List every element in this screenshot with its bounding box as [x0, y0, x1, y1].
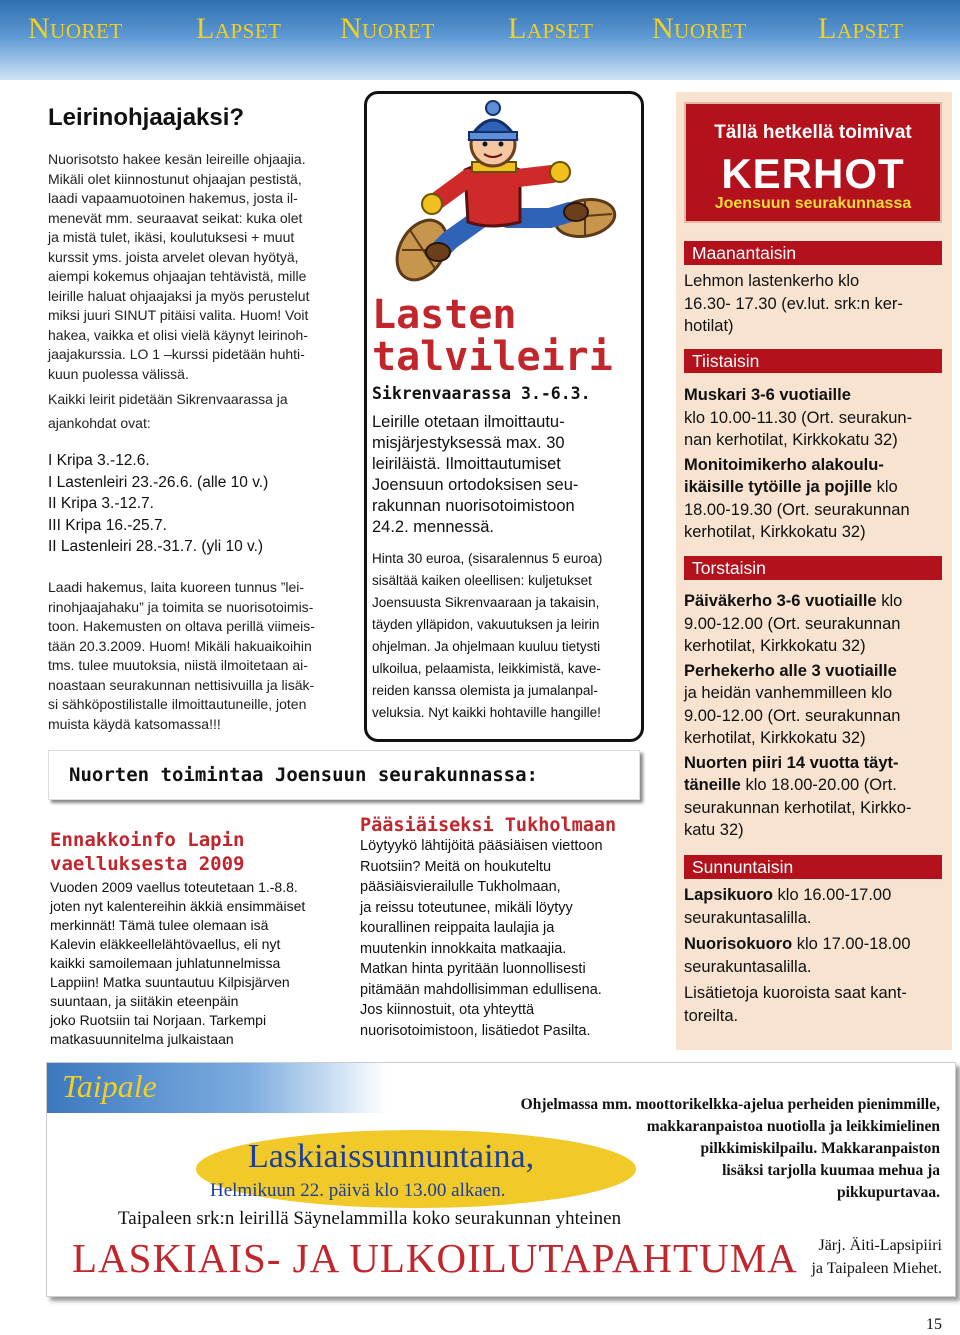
- body-line: ja mistä tulet, ikäsi, koulutuksesi + muut: [48, 229, 295, 245]
- clubs-header-subtitle: Joensuun seurakunnassa: [714, 195, 912, 212]
- body-line: kerhotilat, Kirkkokatu 32): [684, 637, 866, 655]
- club-name: täneille: [684, 776, 741, 794]
- body-line: Hinta 30 euroa, (sisaralennus 5 euroa): [372, 551, 603, 566]
- body-line: kuun puolessa välissä.: [48, 365, 189, 382]
- body-line: seurakunnan kerhotilat, Kirkko-: [684, 798, 912, 817]
- body-line: kaikki samoilemaan juhlatunnelmissa: [50, 955, 281, 971]
- club-name: Muskari 3-6 vuotiaille: [684, 386, 851, 404]
- header-word: Nuoret: [28, 12, 123, 45]
- body-line: tään 20.3.2009. Huom! Mikäli hakuaikoihin: [48, 637, 312, 654]
- body-line: nuorisotoimistoon, lisätiedot Pasilta.: [360, 1022, 591, 1039]
- body-line: reiden kanssa olemista ja jumalanpal-: [372, 683, 598, 698]
- body-line: Ruotsiin? Meitä on houkuteltu: [360, 858, 552, 875]
- body-line: Matkan hinta pyritään luonnollisesti: [360, 961, 586, 977]
- body-text: klo 16.00-17.00: [777, 886, 892, 904]
- body-line: Lisätietoja kuoroista saat kant-: [684, 984, 907, 1002]
- camp-list-item: III Kripa 16.-25.7.: [48, 516, 167, 534]
- camp-list-item: II Kripa 3.-12.7.: [48, 495, 154, 512]
- body-line: laadi vapaamuotoinen hakemus, josta il-: [48, 190, 298, 206]
- body-line: pilkkimiskilpailu. Makkaranpaiston: [700, 1140, 940, 1157]
- winter-camp-title: [372, 294, 613, 378]
- clubs-header-title: KERHOT: [721, 150, 905, 197]
- body-line: leiriläistä. Ilmoittautumiset: [372, 455, 561, 473]
- body-line: Jos kiinnostuit, ota yhteyttä: [360, 1002, 535, 1018]
- body-line: pitämään mahdollisimman edullisena.: [360, 981, 602, 998]
- body-line: Löytyykö lähtijöitä pääsiäisen viettoon: [360, 838, 603, 854]
- body-line: hakea, vaikka et olisi vielä käynyt leirinoh-: [48, 326, 308, 343]
- body-line: Laadi hakemus, laita kuoreen tunnus ”lei-: [48, 579, 305, 595]
- body-line: Lehmon lastenkerho klo: [684, 272, 860, 290]
- body-line: merkinnät! Tämä tulee olemaan isä: [50, 917, 269, 933]
- title-line: talvileiri: [372, 334, 613, 380]
- body-line: seurakuntasalilla.: [684, 908, 812, 927]
- body-line: leirille haluat ohjaajaksi ja myös perustelut: [48, 287, 310, 304]
- body-line: ohjelman. Ja ohjelmaan kuuluu tietysti: [372, 639, 601, 654]
- easter-trip-body: [360, 836, 645, 1041]
- body-text: klo: [876, 478, 898, 496]
- apply-instructions: [48, 578, 343, 734]
- body-line: ja Taipaleen Miehet.: [811, 1260, 942, 1277]
- taipale-label: Taipale: [62, 1068, 157, 1104]
- body-line: muista käydä katsomassa!!!: [48, 715, 221, 732]
- body-line: kerhotilat, Kirkkokatu 32): [684, 523, 866, 541]
- body-line: 24.2. mennessä.: [372, 518, 494, 536]
- body-line: matkasuunnitelma julkaistaan: [50, 1031, 234, 1047]
- club-name: Nuorten piiri 14 vuotta täyt-: [684, 753, 899, 772]
- body-line: toreilta.: [684, 1006, 739, 1025]
- body-line: kurssit yms. joista arvelet olevan hyötyä,: [48, 248, 299, 265]
- body-line: pikkupurtavaa.: [837, 1184, 940, 1201]
- body-line: joten nyt kalentereihin äkkiä ensimmäiset: [50, 898, 306, 914]
- body-line: joko Ruotsiin tai Norjaan. Tarkempi: [50, 1012, 267, 1028]
- body-line: 16.30- 17.30 (ev.lut. srk:n ker-: [684, 294, 903, 313]
- club-name: Lapsikuoro: [684, 886, 773, 904]
- body-line: kerhotilat, Kirkkokatu 32): [684, 729, 866, 747]
- body-line: ulkoilua, pelaamista, leikkimistä, kave-: [372, 661, 601, 676]
- body-line: pääsiäisvierailulle Tukholmaan,: [360, 879, 561, 895]
- club-name: Monitoimikerho alakoulu-: [684, 455, 884, 474]
- event-place-line: Taipaleen srk:n leirillä Säynelammilla koko seurakunnan yhteinen: [118, 1208, 622, 1229]
- body-line: Mikäli olet kiinnostunut ohjaajan pestistä,: [48, 170, 302, 187]
- body-line: seurakuntasalilla.: [684, 957, 812, 976]
- header-word: Nuoret: [340, 12, 435, 45]
- event-organizer: [770, 1234, 942, 1280]
- camp-list-item: I Lastenleiri 23.-26.6. (alle 10 v.): [48, 473, 269, 491]
- body-line: tms. tulee muutoksia, niistä ilmoitetaan ai-: [48, 657, 308, 673]
- body-text: klo: [881, 592, 903, 610]
- body-line: ja heidän vanhemmilleen klo: [684, 684, 893, 702]
- header-word: Lapset: [818, 12, 904, 45]
- body-line: Ohjelmassa mm. moottorikelkka-ajelua perheiden pienimmille,: [520, 1096, 940, 1113]
- body-line: Nuorisotsto hakee kesän leireille ohjaajia.: [48, 151, 306, 167]
- sunday-clubs: [684, 884, 946, 1027]
- body-line: katu 32): [684, 821, 744, 839]
- club-name: Nuorisokuoro: [684, 935, 793, 953]
- body-line: Vuoden 2009 vaellus toteutetaan 1.-8.8.: [50, 879, 298, 895]
- body-line: ja reissu toteutunee, mikäli löytyy: [360, 899, 573, 916]
- body-line: 9.00-12.00 (Ort. seurakunnan: [684, 706, 901, 725]
- day-header-sunday: Sunnuntaisin: [684, 855, 942, 879]
- club-name: Perhekerho alle 3 vuotiaille: [684, 661, 897, 680]
- header-word: Nuoret: [652, 12, 747, 45]
- body-line: suuntaan, ja siitäkin eteenpäin: [50, 993, 239, 1009]
- youth-activities-banner: [48, 750, 640, 800]
- camp-list-item: I Kripa 3.-12.6.: [48, 452, 150, 469]
- day-header-tuesday: Tiistaisin: [684, 349, 942, 373]
- camp-list-item: II Lastenleiri 28.-31.7. (yli 10 v.): [48, 538, 264, 555]
- day-header-thursday: Torstaisin: [684, 556, 942, 580]
- body-line: Järj. Äiti-Lapsipiiri: [818, 1237, 942, 1254]
- body-line: miksi juuri SINUT pitäisi valita. Huom! Voit: [48, 307, 309, 323]
- day-header-monday: Maanantaisin: [684, 241, 942, 265]
- monday-clubs: [684, 270, 946, 338]
- title-line: Ennakkoinfo Lapin: [50, 829, 245, 851]
- body-line: ajankohdat ovat:: [48, 414, 151, 431]
- page-number: 15: [926, 1316, 942, 1333]
- body-text: klo 18.00-20.00 (Ort.: [745, 776, 897, 794]
- camp-list: [48, 450, 268, 558]
- title-line: vaelluksesta 2009: [50, 853, 245, 875]
- winter-camp-registration: [372, 412, 642, 538]
- body-line: 18.00-19.30 (Ort. seurakunnan: [684, 500, 910, 519]
- body-line: kourallinen reippaita laulajia ja: [360, 920, 555, 936]
- header-band: [0, 0, 960, 80]
- body-line: hotilat): [684, 317, 734, 335]
- body-line: noastaan seurakunnan nettisivuilla ja lisäk-: [48, 676, 315, 693]
- body-line: Kaikki leirit pidetään Sikrenvaarassa ja: [48, 391, 288, 407]
- body-line: klo 10.00-11.30 (Ort. seurakun-: [684, 408, 913, 427]
- leader-ad-body: [48, 150, 343, 433]
- body-line: Joensuusta Sikrenvaaraan ja takaisin,: [372, 595, 600, 610]
- body-line: sisältää kaiken oleellisen: kuljetukset: [372, 573, 592, 588]
- youth-activities-title: Nuorten toimintaa Joensuun seurakunnassa:: [69, 764, 538, 786]
- body-line: veluksia. Nyt kaikki hohtaville hangille!: [372, 705, 601, 720]
- body-line: Joensuun ortodoksisen seu-: [372, 476, 579, 494]
- body-line: si sähköpostilistalle ilmoittautuneille, joten: [48, 696, 307, 712]
- header-word: Lapset: [508, 12, 594, 45]
- event-day-title: Laskiaissunnuntaina,: [248, 1138, 535, 1175]
- clubs-header-box: [684, 102, 942, 223]
- hike-title: [50, 828, 244, 876]
- thursday-clubs: [684, 590, 946, 842]
- body-line: täyden ylläpidon, vakuutuksen ja leirin: [372, 617, 600, 632]
- event-date: Helmikuun 22. päivä klo 13.00 alkaen.: [210, 1180, 506, 1201]
- easter-trip-title: Pääsiäiseksi Tukholmaan: [360, 815, 617, 836]
- club-name: ikäisille tytöille ja pojille: [684, 478, 872, 496]
- body-line: 9.00-12.00 (Ort. seurakunnan: [684, 614, 901, 633]
- body-line: Leirille otetaan ilmoittautu-: [372, 413, 565, 431]
- body-line: makkaranpaistoa nuotiolla ja leikkimielinen: [646, 1118, 940, 1135]
- hike-body: [50, 878, 350, 1049]
- body-line: aiempi kokemus ohjaajan tehtävistä, mille: [48, 268, 307, 284]
- body-line: lisäksi tarjolla kuumaa mehua ja: [722, 1162, 940, 1179]
- body-line: Kalevin eläkkeellelähtövaellus, eli nyt: [50, 936, 281, 952]
- body-line: jaajakurssia. LO 1 –kurssi pidetään huhti-: [48, 346, 305, 362]
- body-line: muutenkin innokkaita matkaajia.: [360, 940, 567, 957]
- body-line: misjärjestyksessä max. 30: [372, 434, 565, 452]
- snowshoe-kid-illustration: [380, 100, 630, 290]
- body-line: menevät mm. seuraavat seikat: kuka olet: [48, 209, 303, 226]
- body-line: rakunnan nuorisotoimistoon: [372, 497, 575, 515]
- body-line: toon. Hakemusten on oltava perillä viimeis-: [48, 618, 315, 634]
- body-line: rinohjaajahaku” ja toimita se nuorisotoimis-: [48, 598, 314, 615]
- header-word: Lapset: [196, 12, 282, 45]
- body-text: klo 17.00-18.00: [796, 935, 911, 953]
- winter-camp-price-info: [372, 548, 642, 724]
- body-line: Lappiin! Matka suuntautuu Kilpisjärven: [50, 974, 290, 990]
- title-line: Lasten: [372, 292, 517, 338]
- leader-ad-title: Leirinohjaajaksi?: [48, 104, 245, 131]
- club-name: Päiväkerho 3-6 vuotiaille: [684, 592, 877, 610]
- body-line: nan kerhotilat, Kirkkokatu 32): [684, 431, 898, 449]
- clubs-header-line: Tällä hetkellä toimivat: [714, 122, 912, 143]
- tuesday-clubs: [684, 384, 946, 544]
- winter-camp-place: Sikrenvaarassa 3.-6.3.: [372, 384, 591, 403]
- event-name: LASKIAIS- JA ULKOILUTAPAHTUMA: [72, 1235, 798, 1281]
